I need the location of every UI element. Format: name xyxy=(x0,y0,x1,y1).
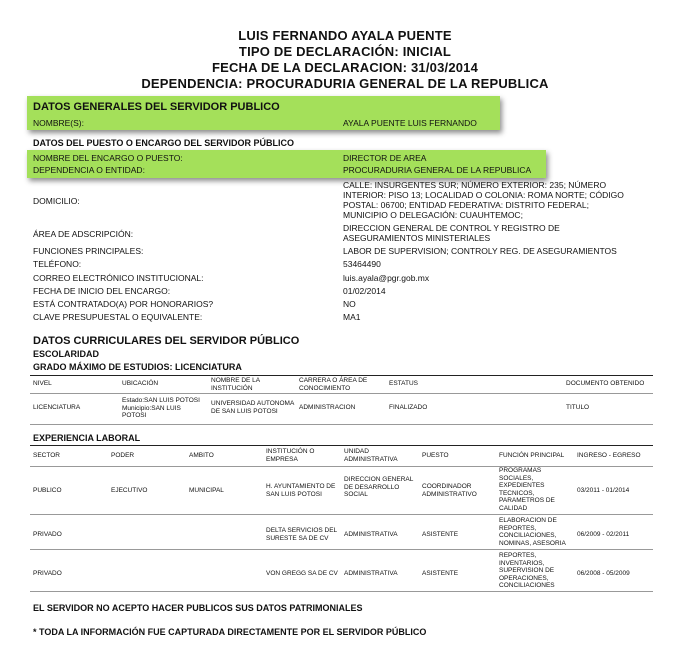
exp-row1-institution: H. AYUNTAMIENTO DE SAN LUIS POTOSI xyxy=(266,483,336,498)
exp-row2-dates: 06/2009 - 02/2011 xyxy=(577,531,630,538)
exp-row1-position: COORDINADOR ADMINISTRATIVO xyxy=(422,483,477,498)
area-label: ÁREA DE ADSCRIPCIÓN: xyxy=(33,229,134,239)
address-label: DOMICILIO: xyxy=(33,196,80,206)
email-value: luis.ayala@pgr.gob.mx xyxy=(343,273,430,283)
exp-row2-position: ASISTENTE xyxy=(422,531,459,538)
exp-row3-position: ASISTENTE xyxy=(422,570,459,577)
edu-header-status: ESTATUS xyxy=(389,380,419,387)
exp-row1-sector: PUBLICO xyxy=(33,487,62,494)
functions-label: FUNCIONES PRINCIPALES: xyxy=(33,246,144,256)
edu-document: TITULO xyxy=(566,404,590,411)
exp-row2-institution: DELTA SERVICIOS DEL SURESTE SA DE CV xyxy=(266,527,337,542)
exp-row3-unit: ADMINISTRATIVA xyxy=(344,570,398,577)
phone-value: 53464490 xyxy=(343,259,381,269)
exp-row2-rule xyxy=(30,549,653,550)
servant-name-title: LUIS FERNANDO AYALA PUENTE xyxy=(238,28,452,43)
exp-header-scope: AMBITO xyxy=(189,452,214,459)
exp-row2-function: ELABORACION DE REPORTES, CONCILIACIONES, NOMINAS, ASESORIA xyxy=(499,517,566,547)
edu-institution: UNIVERSIDAD AUTONOMA DE SAN LUIS POTOSI xyxy=(211,400,294,415)
edu-header-location: UBICACIÓN xyxy=(122,380,159,387)
name-label: NOMBRE(S): xyxy=(33,118,84,128)
exp-row3-sector: PRIVADO xyxy=(33,570,62,577)
max-degree: GRADO MÁXIMO DE ESTUDIOS: LICENCIATURA xyxy=(33,362,242,372)
patrimonial-notice: EL SERVIDOR NO ACEPTO HACER PUBLICOS SUS DATOS PATRIMONIALES xyxy=(33,603,363,613)
address-value: CALLE: INSURGENTES SUR; NÚMERO EXTERIOR: 235; NÚMERO INTERIOR: PISO 13; LOCALIDAD O COLONIA: ROMA NORTE; CÓDIGO POSTAL: 06700; ENTIDAD FEDERATIVA: DISTRITO FEDERAL; MUNICIPIO O DELEGACIÓN: CUAUHTEMOC; xyxy=(343,180,624,220)
phone-label: TELÉFONO: xyxy=(33,259,82,269)
edu-header-rule xyxy=(30,393,653,394)
exp-header-position: PUESTO xyxy=(422,452,449,459)
exp-table-top-rule xyxy=(30,445,653,446)
edu-location: Estado:SAN LUIS POTOSI Municipio:SAN LUIS POTOSI xyxy=(122,397,200,419)
section-curricular-title: DATOS CURRICULARES DEL SERVIDOR PÚBLICO xyxy=(33,335,300,347)
document-header xyxy=(0,28,690,92)
section-position-title: DATOS DEL PUESTO O ENCARGO DEL SERVIDOR PÚBLICO xyxy=(33,138,295,148)
exp-row1-unit: DIRECCION GENERAL DE DESARROLLO SOCIAL xyxy=(344,476,414,498)
start-date-label: FECHA DE INICIO DEL ENCARGO: xyxy=(33,286,171,296)
email-label: CORREO ELECTRÓNICO INSTITUCIONAL: xyxy=(33,273,204,283)
edu-header-level: NIVEL xyxy=(33,380,52,387)
dependency-title: DEPENDENCIA: PROCURADURIA GENERAL DE LA REPUBLICA xyxy=(141,76,549,91)
edu-header-career: CARRERA O ÁREA DE CONOCIMIENTO xyxy=(299,377,368,392)
area-value: DIRECCION GENERAL DE CONTROL Y REGISTRO DE ASEGURAMIENTOS MINISTERIALES xyxy=(343,223,560,243)
functions-value: LABOR DE SUPERVISION; CONTROLY REG. DE ASEGURAMIENTOS xyxy=(343,246,617,256)
exp-row1-power: EJECUTIVO xyxy=(111,487,148,494)
budget-key-value: MA1 xyxy=(343,312,361,322)
budget-key-label: CLAVE PRESUPUESTAL O EQUIVALENTE: xyxy=(33,312,203,322)
exp-table-bottom-rule xyxy=(30,591,653,592)
declaration-date: FECHA DE LA DECLARACION: 31/03/2014 xyxy=(211,60,479,75)
capture-note: * TODA LA INFORMACIÓN FUE CAPTURADA DIRECTAMENTE POR EL SERVIDOR PÚBLICO xyxy=(33,627,427,637)
exp-header-dates: INGRESO - EGRESO xyxy=(577,452,641,459)
exp-row1-dates: 03/2011 - 01/2014 xyxy=(577,487,630,494)
exp-header-sector: SECTOR xyxy=(33,452,60,459)
exp-row1-function: PROGRAMAS SOCIALES, EXPEDIENTES TECNICOS, PARAMETROS DE CALIDAD xyxy=(499,467,555,512)
exp-row3-function: REPORTES, INVENTARIOS, SUPERVISION DE OPERACIONES, CONCILIACIONES xyxy=(499,552,555,589)
edu-header-document: DOCUMENTO OBTENIDO xyxy=(566,380,645,387)
edu-level: LICENCIATURA xyxy=(33,404,81,411)
entity-value: PROCURADURIA GENERAL DE LA REPUBLICA xyxy=(343,165,532,175)
name-value: AYALA PUENTE LUIS FERNANDO xyxy=(343,118,477,128)
edu-table-bottom-rule xyxy=(30,424,653,425)
declaration-type: TIPO DE DECLARACIÓN: INICIAL xyxy=(238,44,452,59)
honorarios-label: ESTÁ CONTRATADO(A) POR HONORARIOS? xyxy=(33,299,214,309)
edu-status: FINALIZADO xyxy=(389,404,428,411)
exp-header-institution: INSTITUCIÓN O EMPRESA xyxy=(266,448,315,463)
exp-header-function: FUNCIÓN PRINCIPAL xyxy=(499,452,565,459)
schooling-title: ESCOLARIDAD xyxy=(33,349,100,359)
exp-row1-rule xyxy=(30,514,653,515)
honorarios-value: NO xyxy=(343,299,356,309)
edu-table-top-rule xyxy=(30,375,653,376)
exp-row2-unit: ADMINISTRATIVA xyxy=(344,531,398,538)
exp-row2-sector: PRIVADO xyxy=(33,531,62,538)
exp-header-power: PODER xyxy=(111,452,135,459)
exp-row1-scope: MUNICIPAL xyxy=(189,487,224,494)
section-general-title: DATOS GENERALES DEL SERVIDOR PUBLICO xyxy=(33,101,280,113)
edu-career: ADMINISTRACION xyxy=(299,404,356,411)
exp-row3-dates: 06/2008 - 05/2009 xyxy=(577,570,630,577)
entity-label: DEPENDENCIA O ENTIDAD: xyxy=(33,165,145,175)
position-value: DIRECTOR DE AREA xyxy=(343,153,427,163)
position-label: NOMBRE DEL ENCARGO O PUESTO: xyxy=(33,153,183,163)
experience-title: EXPERIENCIA LABORAL xyxy=(33,433,141,443)
exp-row3-institution: VON GREGG SA DE CV xyxy=(266,570,338,577)
start-date-value: 01/02/2014 xyxy=(343,286,386,296)
edu-header-institution: NOMBRE DE LA INSTITUCIÓN xyxy=(211,377,260,392)
exp-header-unit: UNIDAD ADMINISTRATIVA xyxy=(344,448,398,463)
